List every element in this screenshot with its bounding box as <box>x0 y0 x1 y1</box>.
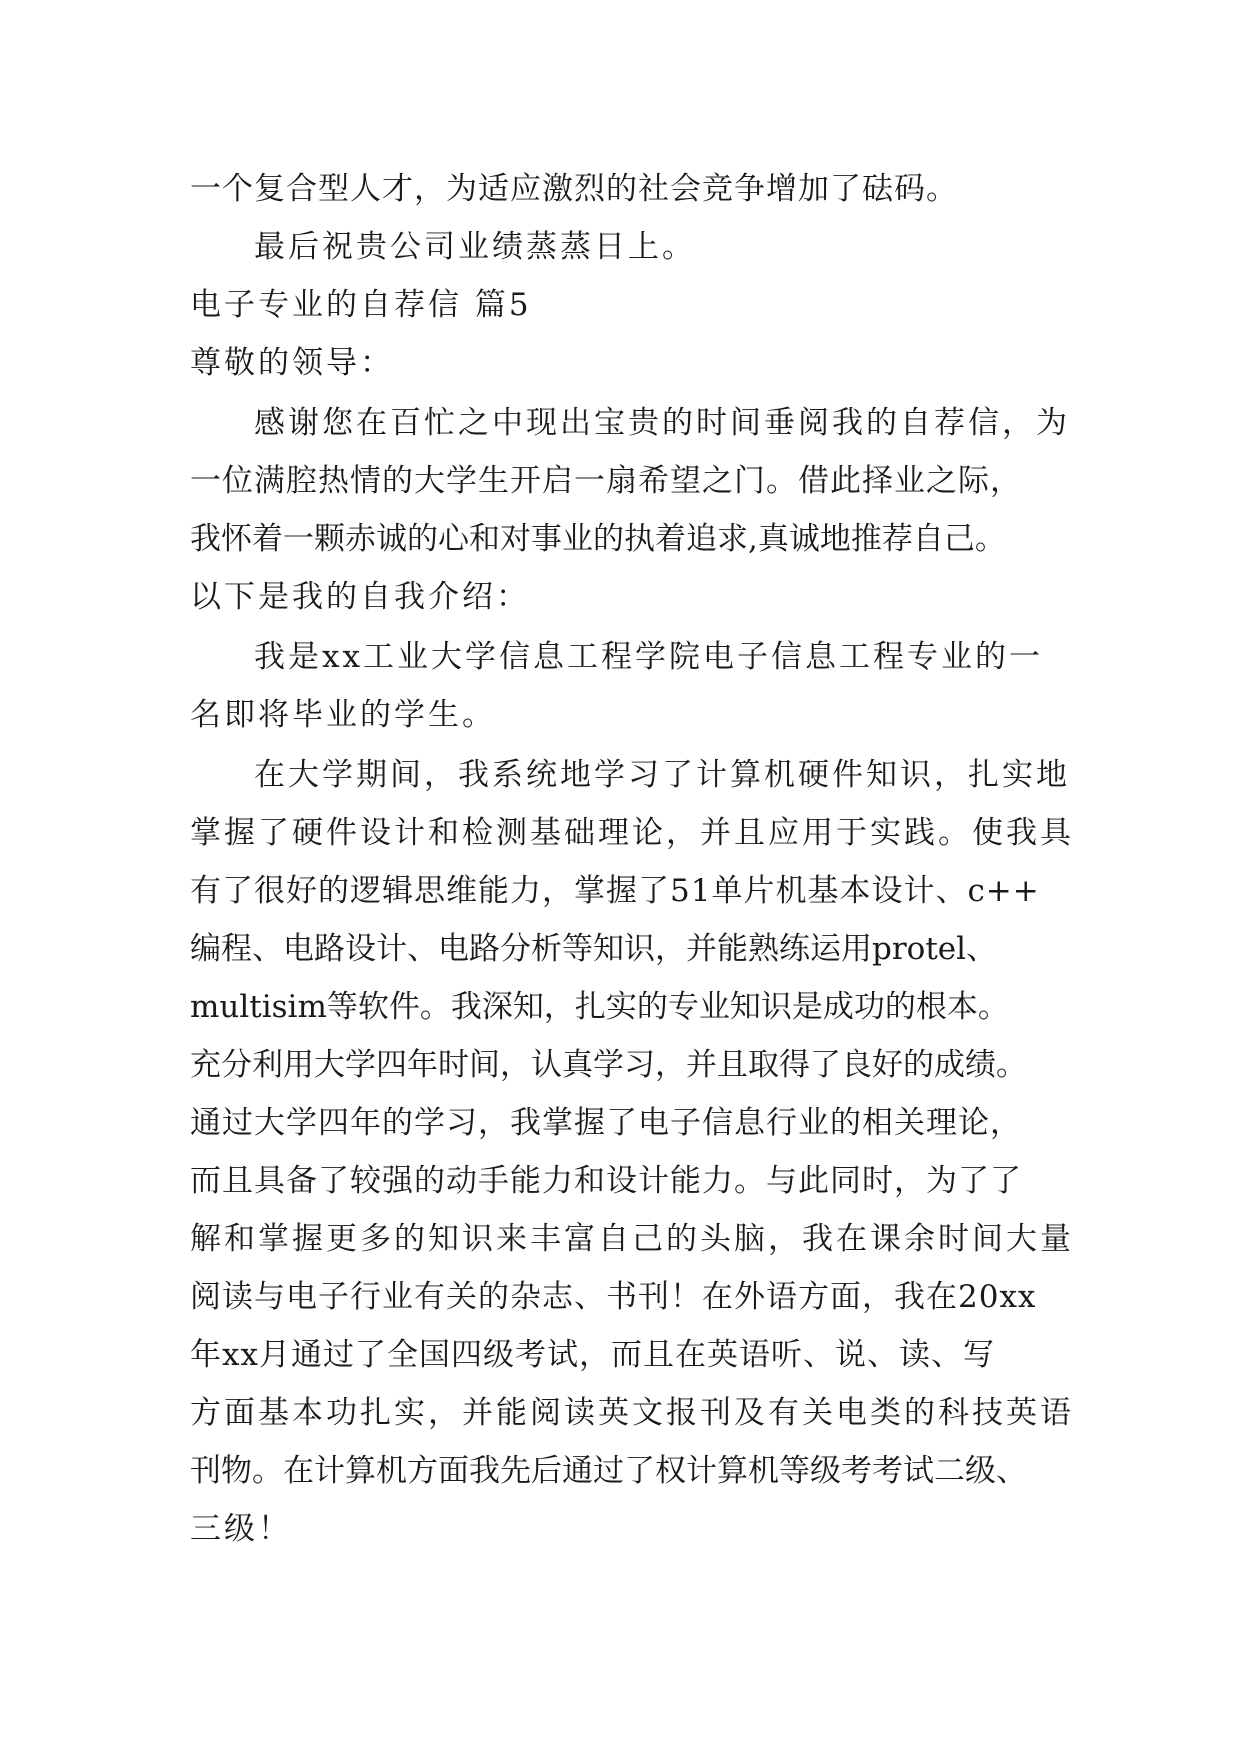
paragraph-line: 阅读与电子行业有关的杂志、书刊！在外语方面，我在20xx <box>190 1279 1037 1315</box>
paragraph-line: 而且具备了较强的动手能力和设计能力。与此同时，为了了 <box>190 1163 1022 1199</box>
paragraph-line: 充分利用大学四年时间，认真学习，并且取得了良好的成绩。 <box>190 1047 1027 1083</box>
paragraph-line: 年xx月通过了全国四级考试，而且在英语听、说、读、写 <box>190 1337 995 1373</box>
paragraph-line: 我是xx工业大学信息工程学院电子信息工程专业的一 <box>254 639 1043 675</box>
paragraph-line: 方面基本功扎实，并能阅读英文报刊及有关电类的科技英语 <box>190 1395 1074 1431</box>
paragraph-line: multisim等软件。我深知，扎实的专业知识是成功的根本。 <box>190 989 1009 1025</box>
paragraph-line: 名即将毕业的学生。 <box>190 697 496 733</box>
section-heading: 电子专业的自荐信 篇5 <box>190 287 532 323</box>
paragraph-line: 一位满腔热情的大学生开启一扇希望之门。借此择业之际， <box>190 463 1022 499</box>
salutation: 尊敬的领导： <box>190 345 394 381</box>
paragraph-line: 掌握了硬件设计和检测基础理论，并且应用于实践。使我具 <box>190 815 1074 851</box>
paragraph-line: 有了很好的逻辑思维能力，掌握了51单片机基本设计、c++ <box>190 873 1040 909</box>
paragraph-line: 以下是我的自我介绍： <box>190 579 530 615</box>
paragraph-line: 三级！ <box>190 1511 292 1547</box>
closing-line: 最后祝贵公司业绩蒸蒸日上。 <box>254 229 696 265</box>
paragraph-line: 编程、电路设计、电路分析等知识，并能熟练运用protel、 <box>190 931 998 967</box>
paragraph-line: 刊物。在计算机方面我先后通过了权计算机等级考考试二级、 <box>190 1453 1027 1489</box>
paragraph-line: 解和掌握更多的知识来丰富自己的头脑，我在课余时间大量 <box>190 1221 1074 1257</box>
text-line: 一个复合型人才，为适应激烈的社会竞争增加了砝码。 <box>190 171 958 207</box>
paragraph-line: 我怀着一颗赤诚的心和对事业的执着追求,真诚地推荐自己。 <box>190 521 1006 557</box>
paragraph-line: 感谢您在百忙之中现出宝贵的时间垂阅我的自荐信，为 <box>254 405 1070 441</box>
paragraph-line: 通过大学四年的学习，我掌握了电子信息行业的相关理论， <box>190 1105 1022 1141</box>
paragraph-line: 在大学期间，我系统地学习了计算机硬件知识，扎实地 <box>254 757 1070 793</box>
